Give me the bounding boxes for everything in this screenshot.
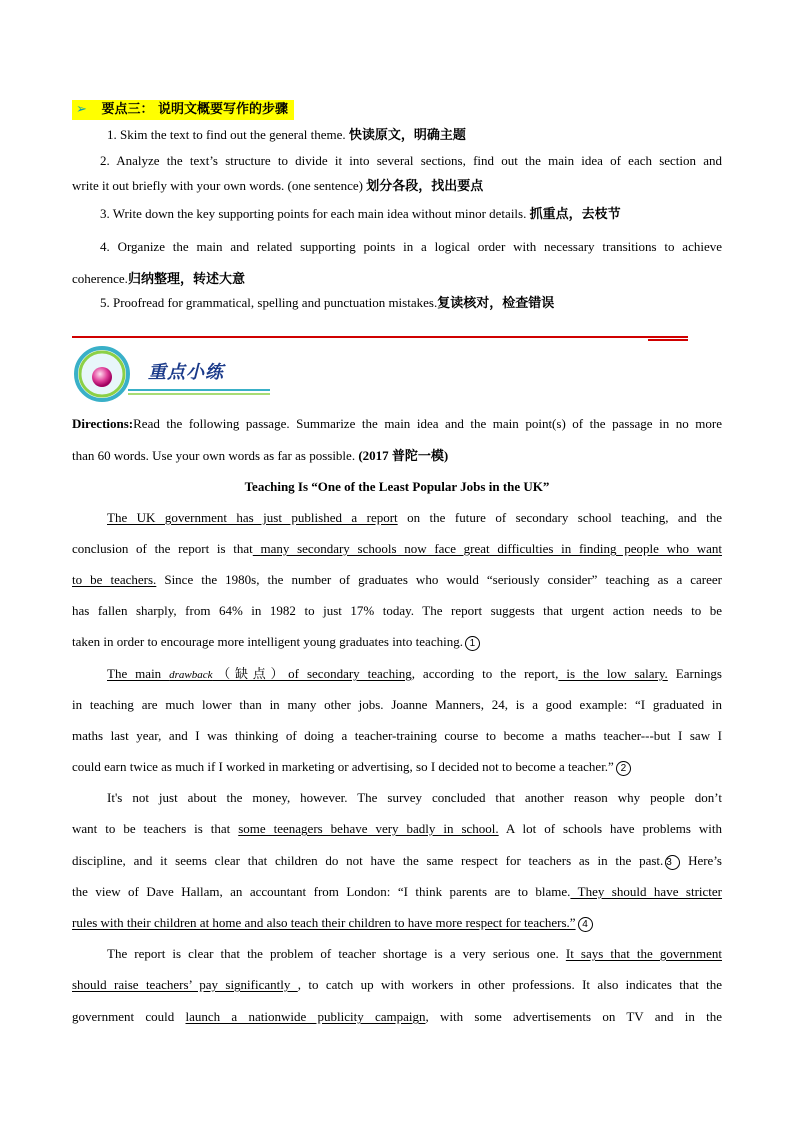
p3-line1: It's not just about the money, however. The survey concluded that another reason why people don’t — [107, 790, 722, 805]
marker-3: 3 — [665, 855, 680, 870]
arrow-icon: ➢ — [76, 102, 87, 117]
step-4-line2: coherence.归纳整理，转述大意 — [72, 271, 245, 287]
p2-line1: The main drawback（缺点）of secondary teaching, according to the report, is the low salary. Earnings — [107, 666, 722, 681]
section-title: 要点三： 说明文概要写作的步骤 — [101, 102, 288, 117]
p2-line4: could earn twice as much if I worked in marketing or advertising, so I decided not to become a teacher.” 2 — [72, 758, 722, 776]
divider-rule-tail — [648, 339, 688, 341]
step-2-line1: 2. Analyze the text’s structure to divide it into several sections, find out the main idea of each section and — [100, 153, 722, 168]
p3-line3: discipline, and it seems clear that children do not have the same respect for teachers as in the past. 3 Here’s — [72, 853, 722, 868]
p4-line1: The report is clear that the problem of teacher shortage is a very serious one. It says that the government — [107, 946, 722, 961]
p1-line1: The UK government has just published a report on the future of secondary school teaching, and the — [107, 510, 722, 525]
step-4-line1: 4. Organize the main and related supporting points in a logical order with necessary transitions to achieve — [100, 239, 722, 254]
marker-2: 2 — [616, 761, 631, 776]
directions-line2: than 60 words. Use your own words as far as possible. (2017 普陀一模) — [72, 448, 449, 463]
p1-line2: conclusion of the report is that many secondary schools now face great difficulties in finding people who want — [72, 541, 722, 556]
marker-4: 4 — [578, 917, 593, 932]
p4-line3: government could launch a nationwide publicity campaign, with some advertisements on TV and in the — [72, 1009, 722, 1024]
step-3: 3. Write down the key supporting points for each main idea without minor details. 抓重点，去枝节 — [100, 206, 621, 222]
step-5: 5. Proofread for grammatical, spelling and punctuation mistakes.复读核对，检查错误 — [100, 295, 555, 311]
p3-line2: want to be teachers is that some teenagers behave very badly in school. A lot of schools have problems with — [72, 821, 722, 836]
p4-line2: should raise teachers’ pay significantly , to catch up with workers in other professions. It also indicates that the — [72, 977, 722, 992]
p1-line5: taken in order to encourage more intelligent young graduates into teaching. 1 — [72, 633, 722, 651]
practice-badge — [72, 344, 272, 404]
marker-1: 1 — [465, 636, 480, 651]
directions-line1: Directions:Read the following passage. Summarize the main idea and the main point(s) of the passage in no more — [72, 416, 722, 431]
p3-line4: the view of Dave Hallam, an accountant from London: “I think parents are to blame. They should have stricter — [72, 884, 723, 899]
step-1: 1. Skim the text to find out the general theme. 快读原文，明确主题 — [107, 127, 466, 143]
p1-line4: has fallen sharply, from 64% in 1982 to just 17% today. The report suggests that urgent action needs to be — [72, 603, 722, 618]
p2-line2: in teaching are much lower than in many other jobs. Joanne Manners, 24, is a good example: “I graduated in — [72, 697, 722, 712]
passage-title: Teaching Is “One of the Least Popular Jobs in the UK” — [244, 479, 550, 494]
p2-line3: maths last year, and I was thinking of doing a teacher-training course to become a maths teacher---but I saw I — [72, 728, 722, 743]
section-heading — [72, 100, 294, 120]
badge-title: 重点小练 — [148, 362, 224, 383]
step-2-line2: write it out briefly with your own words. (one sentence) 划分各段，找出要点 — [72, 178, 484, 194]
p1-line3: to be teachers. Since the 1980s, the number of graduates who would “seriously consider” teaching as a career — [72, 572, 722, 587]
divider-rule — [72, 336, 688, 338]
p3-line5: rules with their children at home and also teach their children to have more respect for teachers.” 4 — [72, 914, 722, 932]
